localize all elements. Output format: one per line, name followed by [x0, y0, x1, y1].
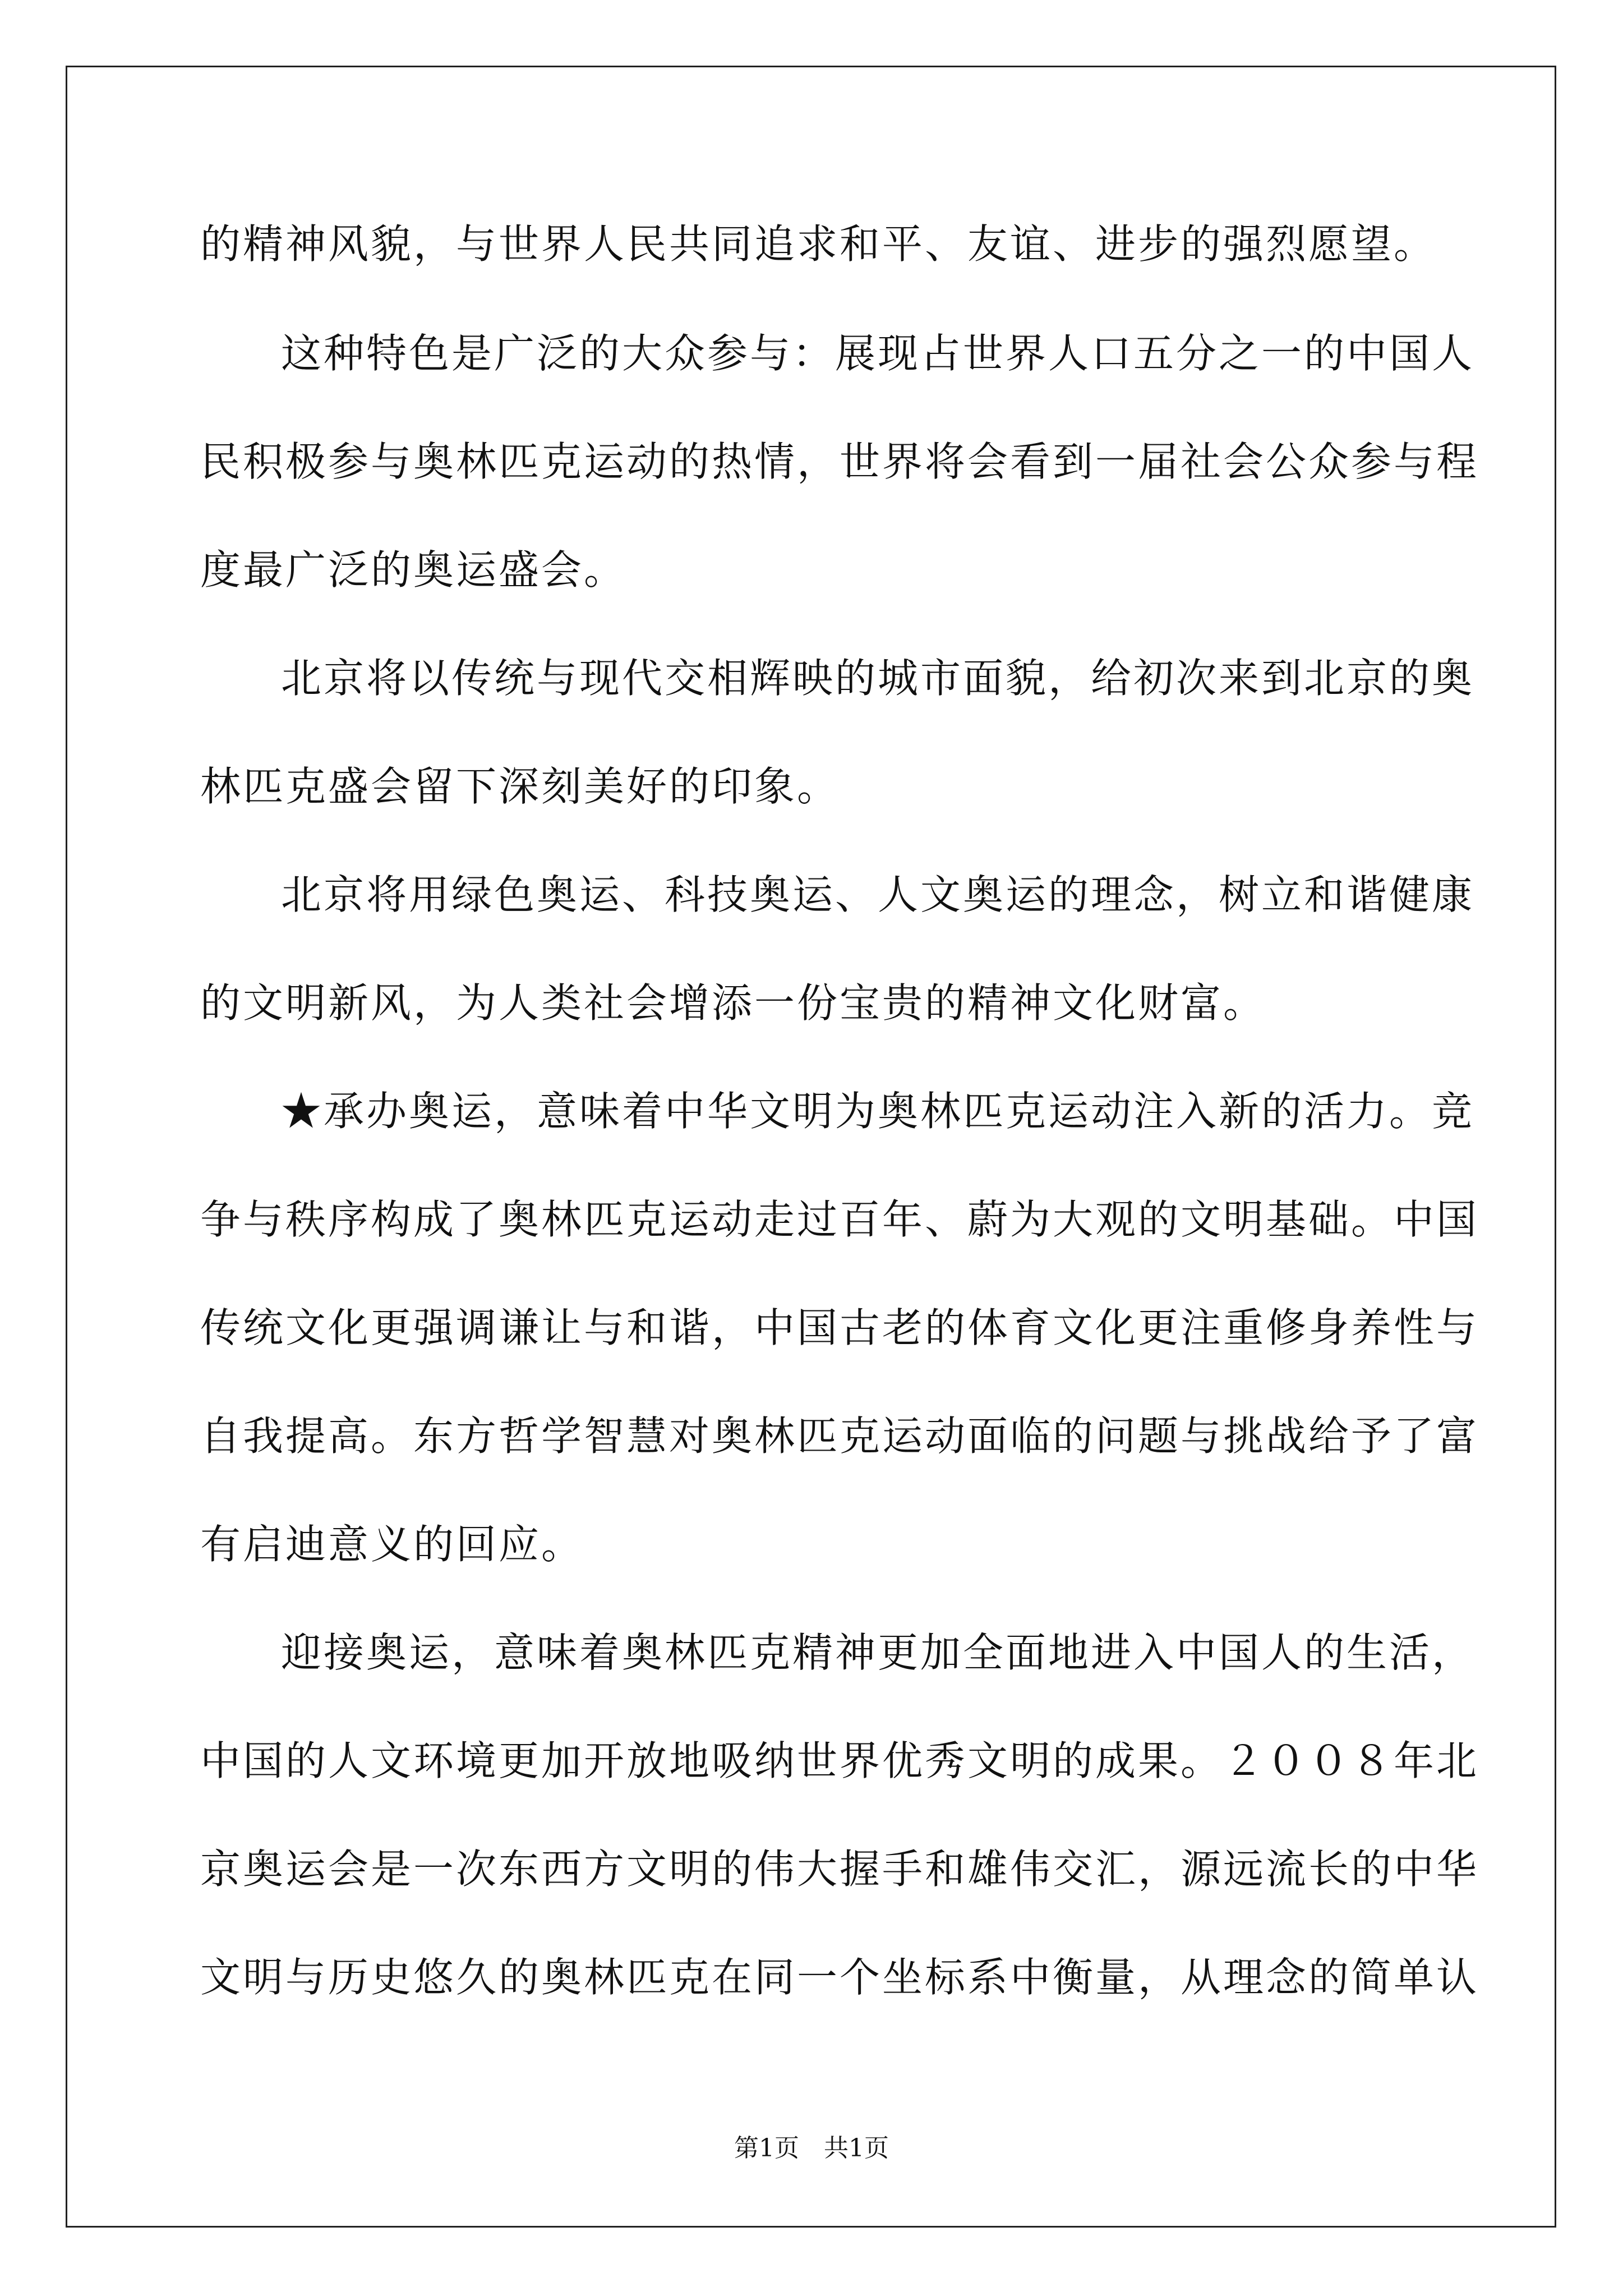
text-line: 中国的人文环境更加开放地吸纳世界优秀文明的成果。２００８年北 — [200, 1737, 1479, 1784]
text-line: 民积极参与奥林匹克运动的热情，世界将会看到一届社会公众参与程 — [200, 438, 1479, 485]
text-line: 文明与历史悠久的奥林匹克在同一个坐标系中衡量，从理念的简单认 — [200, 1954, 1479, 2001]
page-border — [66, 66, 1556, 2228]
paragraph-start-line: 这种特色是广泛的大众参与：展现占世界人口五分之一的中国人 — [281, 330, 1475, 377]
text-line: 的精神风貌，与世界人民共同追求和平、友谊、进步的强烈愿望。 — [200, 220, 1437, 268]
paragraph-start-line: ★承办奥运，意味着中华文明为奥林匹克运动注入新的活力。竞 — [281, 1088, 1475, 1135]
text-line: 传统文化更强调谦让与和谐，中国古老的体育文化更注重修身养性与 — [200, 1304, 1479, 1351]
text-line: 京奥运会是一次东西方文明的伟大握手和雄伟交汇，源远流长的中华 — [200, 1846, 1479, 1893]
page-number-footer: 第1页 共1页 — [734, 2134, 889, 2162]
text-line: 争与秩序构成了奥林匹克运动走过百年、蔚为大观的文明基础。中国 — [200, 1196, 1479, 1243]
text-line: 的文明新风，为人类社会增添一份宝贵的精神文化财富。 — [200, 979, 1266, 1027]
text-line: 林匹克盛会留下深刻美好的印象。 — [200, 763, 840, 810]
text-line: 自我提高。东方哲学智慧对奥林匹克运动面临的问题与挑战给予了富 — [200, 1412, 1479, 1460]
text-line: 度最广泛的奥运盛会。 — [200, 546, 627, 593]
text-line: 有启迪意义的回应。 — [200, 1521, 584, 1568]
paragraph-start-line: 北京将用绿色奥运、科技奥运、人文奥运的理念，树立和谐健康 — [281, 871, 1475, 918]
paragraph-start-line: 迎接奥运，意味着奥林匹克精神更加全面地进入中国人的生活， — [281, 1629, 1475, 1676]
paragraph-start-line: 北京将以传统与现代交相辉映的城市面貌，给初次来到北京的奥 — [281, 655, 1475, 702]
